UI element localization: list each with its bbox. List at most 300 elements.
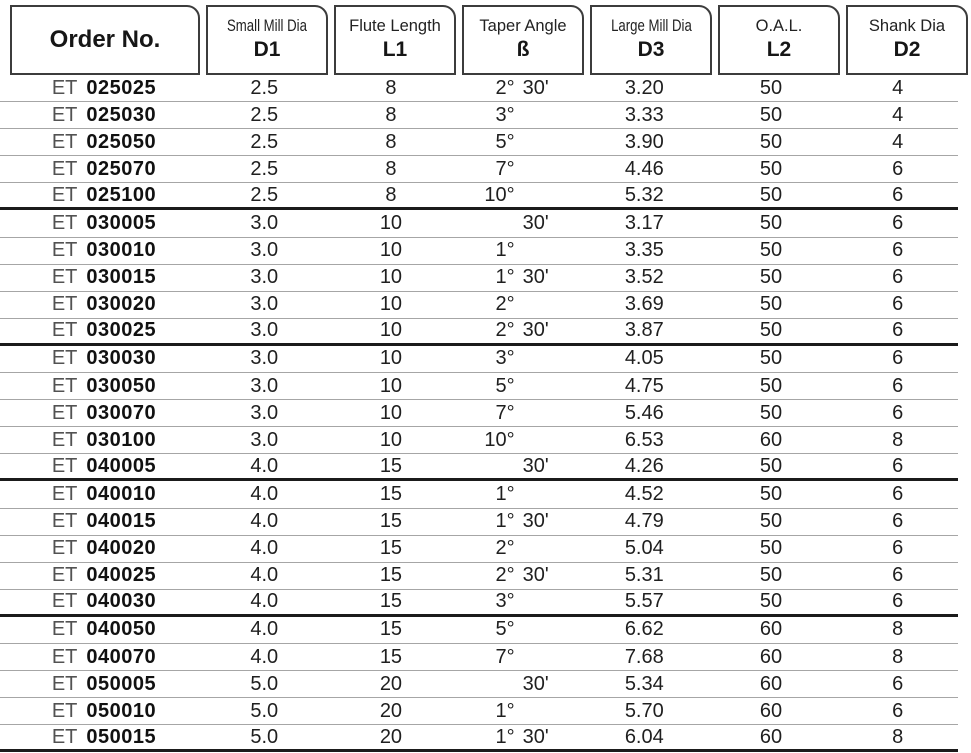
cell-shank-dia: 4 <box>892 76 904 99</box>
cell-large-mill-dia: 3.33 <box>624 103 664 126</box>
column-header-symbol: D2 <box>893 38 921 62</box>
cell-shank-dia: 8 <box>892 428 904 451</box>
column-header-symbol: D3 <box>637 38 665 62</box>
cell-flute-length: 8 <box>385 130 397 153</box>
taper-degrees <box>457 212 517 235</box>
order-prefix: ET <box>51 212 78 235</box>
table-row <box>0 563 958 590</box>
table-row <box>0 400 958 427</box>
column-header-symbol: ß <box>516 38 530 62</box>
cell-taper-angle <box>457 564 578 587</box>
cell-oal: 50 <box>759 130 783 153</box>
cell-order-no <box>10 239 198 262</box>
column-header-label: Large Mill Dia <box>610 17 692 36</box>
cell-shank-dia: 6 <box>892 183 904 206</box>
cell-small-mill-dia: 4.0 <box>250 537 279 560</box>
cell-order-no <box>10 726 198 749</box>
taper-degrees: 2° <box>495 76 515 99</box>
taper-degrees: 7° <box>495 157 515 180</box>
cell-shank-dia: 6 <box>892 537 904 560</box>
taper-degrees: 2° <box>495 319 515 342</box>
cell-flute-length: 15 <box>379 590 403 613</box>
order-prefix: ET <box>51 319 78 342</box>
cell-small-mill-dia: 3.0 <box>250 428 279 451</box>
cell-shank-dia: 6 <box>892 564 904 587</box>
taper-degrees: 1° <box>495 266 515 289</box>
cell-large-mill-dia: 5.46 <box>624 401 664 424</box>
cell-oal: 60 <box>759 428 783 451</box>
cell-taper-angle <box>457 347 578 370</box>
cell-taper-angle <box>457 726 578 749</box>
cell-taper-angle <box>457 319 578 342</box>
taper-minutes <box>518 184 578 207</box>
cell-oal: 50 <box>759 537 783 560</box>
cell-shank-dia: 6 <box>892 157 904 180</box>
cell-small-mill-dia: 4.0 <box>250 510 279 533</box>
column-header-flute-length <box>334 5 456 75</box>
cell-order-no <box>10 510 198 533</box>
cell-small-mill-dia: 3.0 <box>250 293 279 316</box>
cell-taper-angle <box>457 104 578 127</box>
cell-oal: 50 <box>759 401 783 424</box>
taper-minutes <box>518 646 578 669</box>
order-prefix: ET <box>51 76 78 99</box>
cell-oal: 50 <box>759 319 783 342</box>
order-prefix: ET <box>51 590 78 613</box>
cell-taper-angle <box>457 184 578 207</box>
taper-degrees: 7° <box>495 401 515 424</box>
taper-minutes <box>518 483 578 506</box>
column-header-symbol: L1 <box>382 38 408 62</box>
cell-large-mill-dia: 4.75 <box>624 374 664 397</box>
cell-flute-length: 10 <box>379 266 403 289</box>
cell-flute-length: 15 <box>379 537 403 560</box>
cell-order-no <box>10 104 198 127</box>
order-prefix: ET <box>51 672 78 695</box>
order-number: 030100 <box>86 428 157 451</box>
order-prefix: ET <box>51 401 78 424</box>
order-number: 030005 <box>86 212 157 235</box>
order-number: 025050 <box>86 130 157 153</box>
taper-minutes: 30' <box>522 76 549 99</box>
cell-small-mill-dia: 2.5 <box>250 157 279 180</box>
taper-degrees <box>457 673 517 696</box>
cell-small-mill-dia: 4.0 <box>250 590 279 613</box>
cell-taper-angle <box>457 483 578 506</box>
taper-minutes: 30' <box>522 672 549 695</box>
column-header-label: Small Mill Dia <box>227 17 307 36</box>
cell-order-no <box>10 673 198 696</box>
cell-order-no <box>10 402 198 425</box>
cell-flute-length: 15 <box>379 618 403 641</box>
taper-degrees: 2° <box>495 564 515 587</box>
cell-taper-angle <box>457 375 578 398</box>
cell-order-no <box>10 483 198 506</box>
cell-large-mill-dia: 4.26 <box>624 454 664 477</box>
order-number: 050015 <box>86 725 157 748</box>
taper-degrees: 10° <box>484 428 515 451</box>
column-header-label: Order No. <box>49 26 161 54</box>
table-row <box>0 102 958 129</box>
cell-flute-length: 10 <box>379 401 403 424</box>
cell-shank-dia: 6 <box>892 266 904 289</box>
cell-large-mill-dia: 6.04 <box>624 725 664 748</box>
cell-oal: 50 <box>759 590 783 613</box>
column-header-order-no <box>10 5 200 75</box>
cell-shank-dia: 6 <box>892 293 904 316</box>
cell-small-mill-dia: 5.0 <box>250 699 279 722</box>
taper-degrees: 3° <box>495 590 515 613</box>
taper-minutes: 30' <box>522 319 549 342</box>
cell-small-mill-dia: 2.5 <box>250 183 279 206</box>
cell-oal: 50 <box>759 239 783 262</box>
cell-order-no <box>10 158 198 181</box>
taper-degrees: 1° <box>495 699 515 722</box>
order-prefix: ET <box>51 454 78 477</box>
cell-large-mill-dia: 7.68 <box>624 645 664 668</box>
order-prefix: ET <box>51 699 78 722</box>
table-body <box>0 75 958 752</box>
cell-flute-length: 20 <box>379 699 403 722</box>
table-row <box>0 183 958 210</box>
taper-minutes: 30' <box>522 564 549 587</box>
cell-shank-dia: 6 <box>892 401 904 424</box>
order-number: 030025 <box>86 319 157 342</box>
taper-degrees: 3° <box>495 103 515 126</box>
cell-taper-angle <box>457 700 578 723</box>
order-number: 040020 <box>86 537 157 560</box>
cell-flute-length: 10 <box>379 293 403 316</box>
cell-flute-length: 15 <box>379 454 403 477</box>
cell-small-mill-dia: 4.0 <box>250 618 279 641</box>
table-row <box>0 536 958 563</box>
taper-minutes: 30' <box>522 725 549 748</box>
cell-order-no <box>10 131 198 154</box>
cell-flute-length: 15 <box>379 564 403 587</box>
cell-small-mill-dia: 3.0 <box>250 319 279 342</box>
cell-small-mill-dia: 4.0 <box>250 482 279 505</box>
table-row <box>0 156 958 183</box>
order-number: 030010 <box>86 239 157 262</box>
taper-minutes <box>518 104 578 127</box>
order-number: 025025 <box>86 76 157 99</box>
column-header-symbol: L2 <box>766 38 792 62</box>
cell-oal: 50 <box>759 454 783 477</box>
cell-shank-dia: 6 <box>892 699 904 722</box>
cell-small-mill-dia: 2.5 <box>250 76 279 99</box>
order-number: 025100 <box>86 183 157 206</box>
cell-order-no <box>10 347 198 370</box>
cell-taper-angle <box>457 455 578 478</box>
order-number: 040070 <box>86 645 157 668</box>
cell-oal: 50 <box>759 103 783 126</box>
cell-order-no <box>10 646 198 669</box>
cell-order-no <box>10 429 198 452</box>
cell-flute-length: 20 <box>379 725 403 748</box>
order-prefix: ET <box>51 103 78 126</box>
cell-small-mill-dia: 3.0 <box>250 239 279 262</box>
cell-flute-length: 8 <box>385 103 397 126</box>
cell-order-no <box>10 293 198 316</box>
cell-flute-length: 8 <box>385 183 397 206</box>
cell-flute-length: 20 <box>379 672 403 695</box>
column-header-large-mill-dia <box>590 5 712 75</box>
table-row <box>0 346 958 373</box>
cell-shank-dia: 6 <box>892 482 904 505</box>
cell-taper-angle <box>457 212 578 235</box>
cell-flute-length: 15 <box>379 510 403 533</box>
taper-minutes <box>518 700 578 723</box>
cell-small-mill-dia: 3.0 <box>250 374 279 397</box>
taper-minutes <box>518 239 578 262</box>
cell-oal: 60 <box>759 672 783 695</box>
cell-oal: 50 <box>759 347 783 370</box>
order-prefix: ET <box>51 183 78 206</box>
table-row <box>0 617 958 644</box>
column-header-taper-angle <box>462 5 584 75</box>
cell-large-mill-dia: 3.35 <box>624 239 664 262</box>
taper-degrees: 5° <box>495 374 515 397</box>
cell-oal: 60 <box>759 645 783 668</box>
cell-large-mill-dia: 5.32 <box>624 183 664 206</box>
cell-shank-dia: 4 <box>892 130 904 153</box>
taper-minutes <box>518 131 578 154</box>
cell-oal: 50 <box>759 157 783 180</box>
order-number: 040010 <box>86 482 157 505</box>
taper-minutes <box>518 590 578 613</box>
cell-shank-dia: 6 <box>892 239 904 262</box>
table-header <box>0 0 971 75</box>
order-prefix: ET <box>51 374 78 397</box>
order-prefix: ET <box>51 482 78 505</box>
cell-oal: 50 <box>759 293 783 316</box>
order-number: 030015 <box>86 266 157 289</box>
order-prefix: ET <box>51 564 78 587</box>
taper-minutes <box>518 158 578 181</box>
table-row <box>0 319 958 346</box>
cell-oal: 50 <box>759 183 783 206</box>
cell-flute-length: 15 <box>379 482 403 505</box>
column-header-label: Shank Dia <box>868 17 946 36</box>
cell-large-mill-dia: 3.52 <box>624 266 664 289</box>
cell-taper-angle <box>457 266 578 289</box>
cell-oal: 50 <box>759 266 783 289</box>
column-header-shank-dia <box>846 5 968 75</box>
cell-large-mill-dia: 4.05 <box>624 347 664 370</box>
cell-order-no <box>10 184 198 207</box>
column-header-symbol: D1 <box>253 38 281 62</box>
cell-oal: 50 <box>759 374 783 397</box>
cell-order-no <box>10 537 198 560</box>
table-row <box>0 427 958 454</box>
taper-minutes <box>518 293 578 316</box>
cell-small-mill-dia: 4.0 <box>250 564 279 587</box>
table-row <box>0 725 958 752</box>
cell-small-mill-dia: 5.0 <box>250 725 279 748</box>
cell-shank-dia: 6 <box>892 672 904 695</box>
table-row <box>0 265 958 292</box>
order-prefix: ET <box>51 266 78 289</box>
cell-large-mill-dia: 3.69 <box>624 293 664 316</box>
cell-shank-dia: 6 <box>892 347 904 370</box>
cell-shank-dia: 8 <box>892 725 904 748</box>
cell-small-mill-dia: 4.0 <box>250 454 279 477</box>
taper-degrees: 3° <box>495 347 515 370</box>
cell-large-mill-dia: 3.20 <box>624 76 664 99</box>
cell-taper-angle <box>457 618 578 641</box>
order-number: 030020 <box>86 293 157 316</box>
cell-taper-angle <box>457 239 578 262</box>
cell-order-no <box>10 590 198 613</box>
table-row <box>0 509 958 536</box>
cell-oal: 60 <box>759 725 783 748</box>
column-header-small-mill-dia <box>206 5 328 75</box>
cell-order-no <box>10 618 198 641</box>
taper-degrees: 1° <box>495 725 515 748</box>
taper-minutes <box>518 402 578 425</box>
taper-degrees: 1° <box>495 239 515 262</box>
cell-flute-length: 10 <box>379 428 403 451</box>
cell-shank-dia: 8 <box>892 645 904 668</box>
cell-small-mill-dia: 3.0 <box>250 347 279 370</box>
taper-minutes <box>518 347 578 370</box>
cell-large-mill-dia: 6.53 <box>624 428 664 451</box>
cell-shank-dia: 8 <box>892 618 904 641</box>
order-prefix: ET <box>51 618 78 641</box>
table-row <box>0 644 958 671</box>
taper-degrees: 2° <box>495 537 515 560</box>
taper-degrees: 10° <box>484 183 515 206</box>
order-prefix: ET <box>51 130 78 153</box>
table-row <box>0 454 958 481</box>
order-prefix: ET <box>51 428 78 451</box>
cell-order-no <box>10 375 198 398</box>
cell-flute-length: 8 <box>385 157 397 180</box>
table-row <box>0 210 958 237</box>
order-number: 040005 <box>86 454 157 477</box>
cell-oal: 50 <box>759 76 783 99</box>
cell-shank-dia: 6 <box>892 590 904 613</box>
cell-order-no <box>10 266 198 289</box>
taper-degrees: 1° <box>495 510 515 533</box>
cell-large-mill-dia: 5.34 <box>624 672 664 695</box>
order-prefix: ET <box>51 510 78 533</box>
order-number: 040015 <box>86 510 157 533</box>
order-prefix: ET <box>51 537 78 560</box>
order-prefix: ET <box>51 645 78 668</box>
cell-small-mill-dia: 3.0 <box>250 212 279 235</box>
cell-small-mill-dia: 5.0 <box>250 672 279 695</box>
cell-large-mill-dia: 5.04 <box>624 537 664 560</box>
order-number: 040050 <box>86 618 157 641</box>
order-prefix: ET <box>51 157 78 180</box>
cell-order-no <box>10 77 198 100</box>
order-number: 040025 <box>86 564 157 587</box>
order-number: 030030 <box>86 347 157 370</box>
taper-degrees: 7° <box>495 645 515 668</box>
order-number: 025030 <box>86 103 157 126</box>
order-prefix: ET <box>51 347 78 370</box>
order-prefix: ET <box>51 293 78 316</box>
table-row <box>0 75 958 102</box>
taper-degrees: 5° <box>495 618 515 641</box>
taper-minutes <box>518 537 578 560</box>
cell-small-mill-dia: 3.0 <box>250 266 279 289</box>
cell-oal: 50 <box>759 212 783 235</box>
cell-large-mill-dia: 6.62 <box>624 618 664 641</box>
cell-small-mill-dia: 3.0 <box>250 401 279 424</box>
cell-large-mill-dia: 3.90 <box>624 130 664 153</box>
taper-minutes <box>518 618 578 641</box>
order-number: 050005 <box>86 672 157 695</box>
cell-shank-dia: 6 <box>892 212 904 235</box>
column-header-label: O.A.L. <box>755 17 803 36</box>
order-prefix: ET <box>51 725 78 748</box>
cell-large-mill-dia: 3.87 <box>624 319 664 342</box>
cell-shank-dia: 4 <box>892 103 904 126</box>
order-prefix: ET <box>51 239 78 262</box>
cell-shank-dia: 6 <box>892 374 904 397</box>
column-header-label: Taper Angle <box>479 17 567 36</box>
table-row <box>0 129 958 156</box>
taper-minutes: 30' <box>522 454 549 477</box>
cell-flute-length: 10 <box>379 212 403 235</box>
table-row <box>0 671 958 698</box>
cell-flute-length: 15 <box>379 645 403 668</box>
cell-taper-angle <box>457 402 578 425</box>
table-row <box>0 590 958 617</box>
cell-oal: 50 <box>759 482 783 505</box>
cell-oal: 60 <box>759 699 783 722</box>
cell-taper-angle <box>457 293 578 316</box>
order-number: 030070 <box>86 401 157 424</box>
cell-taper-angle <box>457 590 578 613</box>
cell-oal: 60 <box>759 618 783 641</box>
cell-flute-length: 10 <box>379 319 403 342</box>
cell-order-no <box>10 319 198 342</box>
cell-order-no <box>10 455 198 478</box>
cell-large-mill-dia: 3.17 <box>624 212 664 235</box>
table-row <box>0 698 958 725</box>
cell-oal: 50 <box>759 564 783 587</box>
order-number: 030050 <box>86 374 157 397</box>
cell-taper-angle <box>457 646 578 669</box>
cell-large-mill-dia: 4.52 <box>624 482 664 505</box>
cell-flute-length: 8 <box>385 76 397 99</box>
cell-taper-angle <box>457 131 578 154</box>
cell-small-mill-dia: 4.0 <box>250 645 279 668</box>
taper-minutes: 30' <box>522 266 549 289</box>
cell-large-mill-dia: 5.70 <box>624 699 664 722</box>
taper-minutes <box>518 375 578 398</box>
cell-flute-length: 10 <box>379 239 403 262</box>
taper-degrees: 1° <box>495 482 515 505</box>
cell-large-mill-dia: 5.57 <box>624 590 664 613</box>
taper-degrees <box>457 455 517 478</box>
cell-order-no <box>10 700 198 723</box>
cell-flute-length: 10 <box>379 347 403 370</box>
cell-large-mill-dia: 4.79 <box>624 510 664 533</box>
cell-shank-dia: 6 <box>892 454 904 477</box>
table-row <box>0 292 958 319</box>
cell-shank-dia: 6 <box>892 319 904 342</box>
table-row <box>0 238 958 265</box>
cell-small-mill-dia: 2.5 <box>250 130 279 153</box>
column-header-o-a-l <box>718 5 840 75</box>
cell-taper-angle <box>457 510 578 533</box>
cell-taper-angle <box>457 673 578 696</box>
cell-large-mill-dia: 5.31 <box>624 564 664 587</box>
